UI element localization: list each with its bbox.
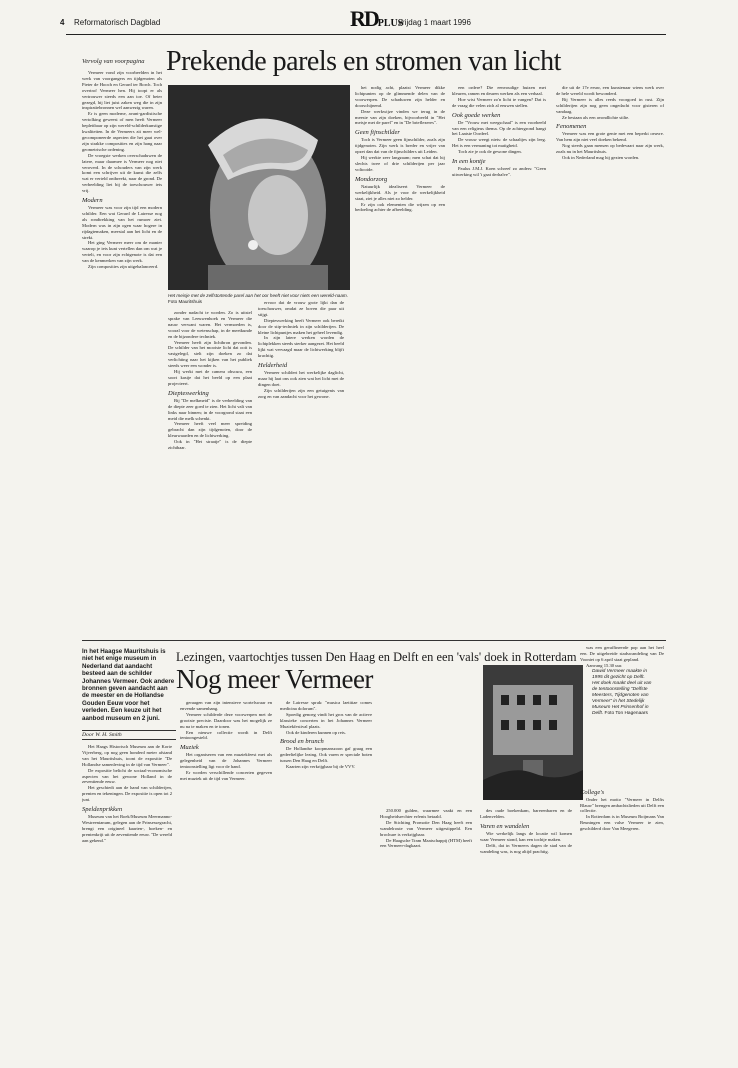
article2-column-4 [380, 808, 472, 1044]
paragraph: Ook in "Het straatje" is de diepte zichtbaar. [168, 439, 252, 451]
subhead-muziek: Muziek [180, 744, 199, 752]
paragraph: was een geraffineerde pop aan het heel een. De uitgebreide stadswandeling van De Vooniet op 6 april staat gepland. [580, 645, 664, 662]
article2-headline: Nog meer Vermeer [176, 664, 373, 694]
paragraph: In zijn latere werken worden de lichtplekken steeds sterker aangezet. Het beeld lijkt wat vervaagd maar de lichtwerking blijft krachtig. [258, 335, 344, 359]
paragraph: De vroegste werken overschaduwen de latere, maar daarmee is Vermeer nog niet veroverd. In de schouders van zijn werk komt een schrijver uit de kunst die zelfs wat er verteld ontbreekt, naar de grond. De verbeelding liet bij de toeschouwer iets vrij. [82, 152, 162, 194]
paragraph: Vermeer schildert het werkelijke daglicht, maar hij laat ons ook zien wat het licht met de dingen doet. [258, 370, 344, 387]
intro-kader: In het Haagse Mauritshuis is niet het enige museum in Nederland dat aandacht besteed aan de schilder Johannes Vermeer. Ook andere bronnen geven aandacht aan de meester en de Hollandse Gouden Eeuw voor het verleden. Een keuze uit het aanbod museum en 2 juni. [82, 648, 175, 722]
paragraph: De vrouw weegt niets: de schaaltjes zijn leeg. Het is een vermaning tot matigheid. [452, 137, 546, 149]
subhead-varen-en-wandelen: Varen en wandelen [480, 822, 530, 830]
subhead-mondorzorg: Mondorzorg [355, 175, 388, 183]
paragraph: Delft, dat in Vermeers dagen de stad van de wandeling was, is nog altijd prachtig. [480, 842, 572, 854]
paragraph: Onder het motto "Vermeer in Delfts Blauw" brengen ambachtslieden uit Delft een collectie. [580, 796, 664, 814]
paragraph: De "Vrouw met weegschaal" is een voorbeeld van een religieus thema. Op de achtergrond hangt het Laatste Oordeel. [452, 119, 546, 137]
subhead-fenomenen: Fenomenen [556, 123, 587, 131]
article1-column-4 [355, 85, 445, 635]
paragraph: De Hollandse koopmanszoon gaf graag een gedeeltelijke lezing. Ook varen er speciale boten tussen Den Haag en Delft. [280, 746, 372, 764]
subhead-speldenprikken: Speldenprikken [82, 806, 123, 814]
view-of-delft-photo [483, 665, 583, 800]
logo-text: RD [350, 6, 378, 31]
paragraph: Museum van het Boek/Museum Meermanno-Westreenianum, gelegen aan de Prinsessegracht, brengt een origineel kaarten-, boeken- en prentenkrijt uit de zeventiende eeuw. "De wereld aan gekend." [82, 814, 172, 843]
paper-name: Reformatorisch Dagblad [74, 18, 161, 27]
paragraph: Aanvang 15.30 uur. [586, 662, 623, 668]
paragraph: het nodig acht, plaatst Vermeer dikke lichtpunten op de glimmende delen van de voorwerpen. De schaduwen zijn helder en doorschijnend. [355, 85, 445, 108]
paragraph: De expositie belicht de sociaal-economische aspecten van het gewone Holland in de zeventiende eeuw. [82, 767, 172, 785]
article2-kicker: Lezingen, vaartochtjes tussen Den Haag en Delft en een 'vals' doek in Rotterdam [176, 650, 577, 664]
paragraph: Hoe wist Vermeer zo'n licht te vangen? Dat is de vraag die velen zich al eeuwen stellen. [452, 96, 546, 108]
section-divider [82, 640, 666, 641]
paragraph: Het Haags Historisch Museum aan de Korte Vijverberg, op nog geen honderd meter afstand van het Mauritshuis, toont de expositie "De Hollandse samenleving in de tijd van Vermeer". [82, 744, 172, 767]
paragraph: In Rotterdam is in Museum Boijmans Van Beuningen een valse Vermeer te zien, geschilderd door Van Meegeren. [580, 814, 664, 832]
subhead-modern: Modern [82, 197, 103, 205]
paragraph: des oude boekenkam, barerenbaren en de Ladenvelden. [480, 808, 572, 819]
article1-column-2 [168, 310, 252, 635]
paragraph: Zijn schilderijen zijn een getuigenis van zorg en van aandacht voor het gewone. [258, 387, 344, 399]
article1-column-1 [82, 70, 162, 635]
photo1-credit: Foto Mauritshuis [168, 298, 202, 304]
paragraph: Deze werkwijze vinden we terug in de meeste van zijn doeken, bijvoorbeeld in "Het meisje met de parel" en in "De brieflezeres". [355, 108, 445, 126]
article2-column-1 [82, 744, 172, 1044]
subhead-ook-goede-werken: Ook goede werken [452, 111, 501, 119]
paragraph: Hij werkte zeer langzaam; men schat dat hij slechts twee of drie schilderijen per jaar voltooide. [355, 155, 445, 172]
article1-column-5 [452, 85, 546, 635]
subhead-brood-en-brunch: Brood en brunch [280, 738, 324, 746]
subhead-diepteswerking: Diepteswerking [168, 389, 209, 397]
masthead [60, 6, 666, 35]
article2-column-6 [580, 645, 664, 1044]
paragraph: Kaarten zijn verkrijgbaar bij de VVV. [286, 764, 356, 770]
paragraph: Vermeer heeft veel meer spreiding gebracht dan zijn tijdgenoten, door de kleurwaarden en de lichtwerking. [168, 421, 252, 439]
article1-column-6 [556, 85, 664, 635]
page-number: 4 [60, 18, 65, 27]
article2-column-3 [280, 700, 372, 1044]
paragraph: Bij Vermeer is alles reeds voorgoed in rust. Zijn schilderijen zijn nog geen ongedacht voor gisteren of vandaag. [556, 96, 664, 114]
paper-logo [350, 6, 403, 32]
paragraph: Vermeer vond zijn voorbeelden in het werk van voorgangers en tijdgenoten als Pieter de Hooch en Gerard ter Borch. Toch overtrof Vermeer hen. Hij toopt er als vertrouwer steeds een aan toe. Of beter gezegd, hij liet juist zaken weg die in zijn inspiratiebronnen wel aanwezig waren. [82, 70, 162, 111]
subhead-colleges: College's [580, 788, 605, 796]
article2-byline: Door W. H. Smith [82, 730, 176, 740]
paragraph: Paulus J.M.J. Koen schreef zo anders: "Geen uitwerking wil 't gaat derhalve". [452, 166, 546, 177]
paragraph: Ze bestaan als een avondlichte stilte. [562, 114, 630, 120]
paragraph: De Haagsche Tram Maatschappij (HTM) heeft een Vermeer-dagkaart. [380, 837, 472, 849]
photo2-caption-text: Dawid Vermeer maakte in 1995 dit gezicht op Delft. Het doek maakt deel uit van de tentoonstelling "Delfste Meesters, Tijdgenoten van Vermeer" in het Stedelijk Museum Het Prinsenhof in Delft. [592, 669, 652, 716]
paragraph: zonder nadacht te worden. Zo is uitstel sprake van Leeuwenhoek en Vermeer die nauw verwant waren. Het vermoeden is, vooral voor de wetenschap, in de meetkunde en de bijzondere techniek. [168, 310, 252, 339]
paragraph: Vermeer was voor zijn tijd een modern schilder. Een wat Gerard de Lairesse nog als rondtrekking van het rumoer ziet. Modern was in zijn ogen waar hogere in rijdagtemaken, meestal aan het licht en de strekt. [82, 205, 162, 240]
portrait-illustration [168, 85, 350, 290]
paragraph: Het ging Vermeer meer om de manier waarop je iets kunt vertellen dan om wat je vertelt, en voor zijn echtgenote is dat een van de kenmerken van zijn werk. [82, 240, 162, 264]
photo1-caption-text: Het meisje met de zelfstortende parel aan het oor heeft niet voor niets een wereld-naam. [168, 293, 349, 298]
paragraph: Diepteswerking heeft Vermeer ook bereikt door de stip-techniek in zijn schilderijen. De kleine lichtpuntjes maken het geheel levendig. [258, 317, 344, 335]
subhead-in-een-kontje: In een kontje [452, 158, 486, 166]
paragraph: Ook in Nederland mag hij gezien worden. [562, 155, 640, 161]
paragraph: Toch zie je ook de gewone dingen. [458, 149, 522, 155]
paragraph: Ook de kinderen kunnen op reis. [286, 729, 346, 735]
paragraph: Vermeer was een grote genie met een beperkt oeuvre. Van hem zijn niet veel doeken bekend. [556, 131, 664, 143]
paragraph: Een nieuwe collectie wordt in Delft tentoongesteld. [180, 729, 272, 741]
subhead-geen-fijnschilder: Geen fijnschilder [355, 129, 400, 137]
article1-kicker: Vervolg van voorpagina [82, 58, 145, 65]
paragraph: Nog steeds gaan mensen op bedevaart naar zijn werk, zoals nu in het Mauritshuis. [556, 143, 664, 155]
paragraph: Er is geen moderne, avant-gardistische vertolking geweest of men heeft Vermeer bepleitbaar op zijn wereld-schilderkunstige kwaliteiten. In de Vermeers zit meer wel-gecomponeerde aspecten die het gaat over zijn strakke composities en zijn hang naar geometrische ordening. [82, 111, 162, 152]
girl-with-pearl-earring-photo [168, 85, 350, 290]
article2-column-5 [480, 808, 572, 1044]
paragraph: Natuurlijk idealiseert Vermeer de werkelijkheid. Als je voor de werkelijkheid staat, ziet je alles niet zo helder. [355, 183, 445, 201]
subhead-helderheid: Helderheid [258, 362, 288, 370]
paragraph: De Stichting Promotie Den Haag heeft een wandelroute van Vermeer uitgestippeld. Een brochure is verkrijgbaar. [380, 819, 472, 837]
paragraph: die uit de 17e eeuw, een kunstenaar wiens werk over de hele wereld wordt bewonderd. [556, 85, 664, 96]
article1-headline: Prekende parels en stromen van licht [166, 46, 561, 77]
article2-column-2 [180, 700, 272, 1044]
paragraph: Het geschiedt aan de hand van schilderijen, prenten en tekeningen. De expositie is open tot 2 juni. [82, 785, 172, 803]
paragraph: ervoor dat de vrouw grote lijkt dan de toeschouwer, omdat ze boven die paar uit stijgt. [258, 300, 344, 317]
paragraph: de Lairesse sprak: "musica laetitiae comes medicina dolorum". [280, 700, 372, 711]
paragraph: Hij werkt met de camera obscura, een soort kastje dat het beeld op een plaat projecteert. [168, 369, 252, 386]
logo-sub-text: PLUS [377, 18, 404, 29]
paragraph: Zijn composities zijn uitgebalanceerd. [88, 264, 159, 270]
paragraph: Wie werkelijk langs de locatie wil komen waar Vermeer stond, kan een tochtje maken. [480, 830, 572, 842]
paragraph: een ordere? Die eenvoudige huizen met kleuren, ramen en deuren werken als een verhaal. [452, 85, 546, 96]
paragraph: Bij "De melkmeid" is de verbeelding van de diepte zeer goed te zien. Het licht valt van links naar binnen; in de voorgrond staat een meid die melk schenkt. [168, 397, 252, 421]
paragraph: geraagen van zijn intensieve wortelswaar en envende samenhang. [180, 700, 272, 711]
paragraph: Vermeer heeft zijn lichtbron gevonden. De schilder van het mooiste licht dat ooit is vastgelegd, stelt zijn doeken zo dat verlichting naar het kijken van het publiek steeds weer een wonder is. [168, 339, 252, 369]
paragraph: Spoedig genoeg vindt het gros van de actieve klassieke concerten in het Johannes Vermeer Muziekfestival plaats. [280, 711, 372, 729]
paragraph: 250.000 gulden, waarmee vaakt en een Hoogheidsrechter erfenis betaald. [380, 808, 472, 819]
paragraph: Vermeer schilderde deze voorwerpen met de grootste precisie. Daardoor was het mogelijk ze nu na te maken en te tonen. [180, 711, 272, 729]
paragraph: Er worden verschillende concerten gegeven met muziek uit de tijd van Vermeer. [180, 770, 272, 781]
paragraph: Het organiseren van een muziekfeest met als gelegenheid van de Johannes Vermeer tentoonstelling ligt voor de hand. [180, 752, 272, 770]
photo2-credit: Foto Ton Hagenaars [604, 711, 648, 716]
townscape-illustration [483, 665, 583, 800]
article1-column-3 [258, 300, 344, 635]
issue-date: vrijdag 1 maart 1996 [398, 18, 471, 27]
paragraph: Er zijn ook elementen die wijzen op een bedoeling achter de afbeelding. [355, 201, 445, 213]
paragraph: Toch is Vermeer geen fijnschilder, zoals zijn tijdgenoten. Zijn werk is breder en vrijer van opzet dan dat van de fijnschilders uit Leiden. [355, 137, 445, 155]
